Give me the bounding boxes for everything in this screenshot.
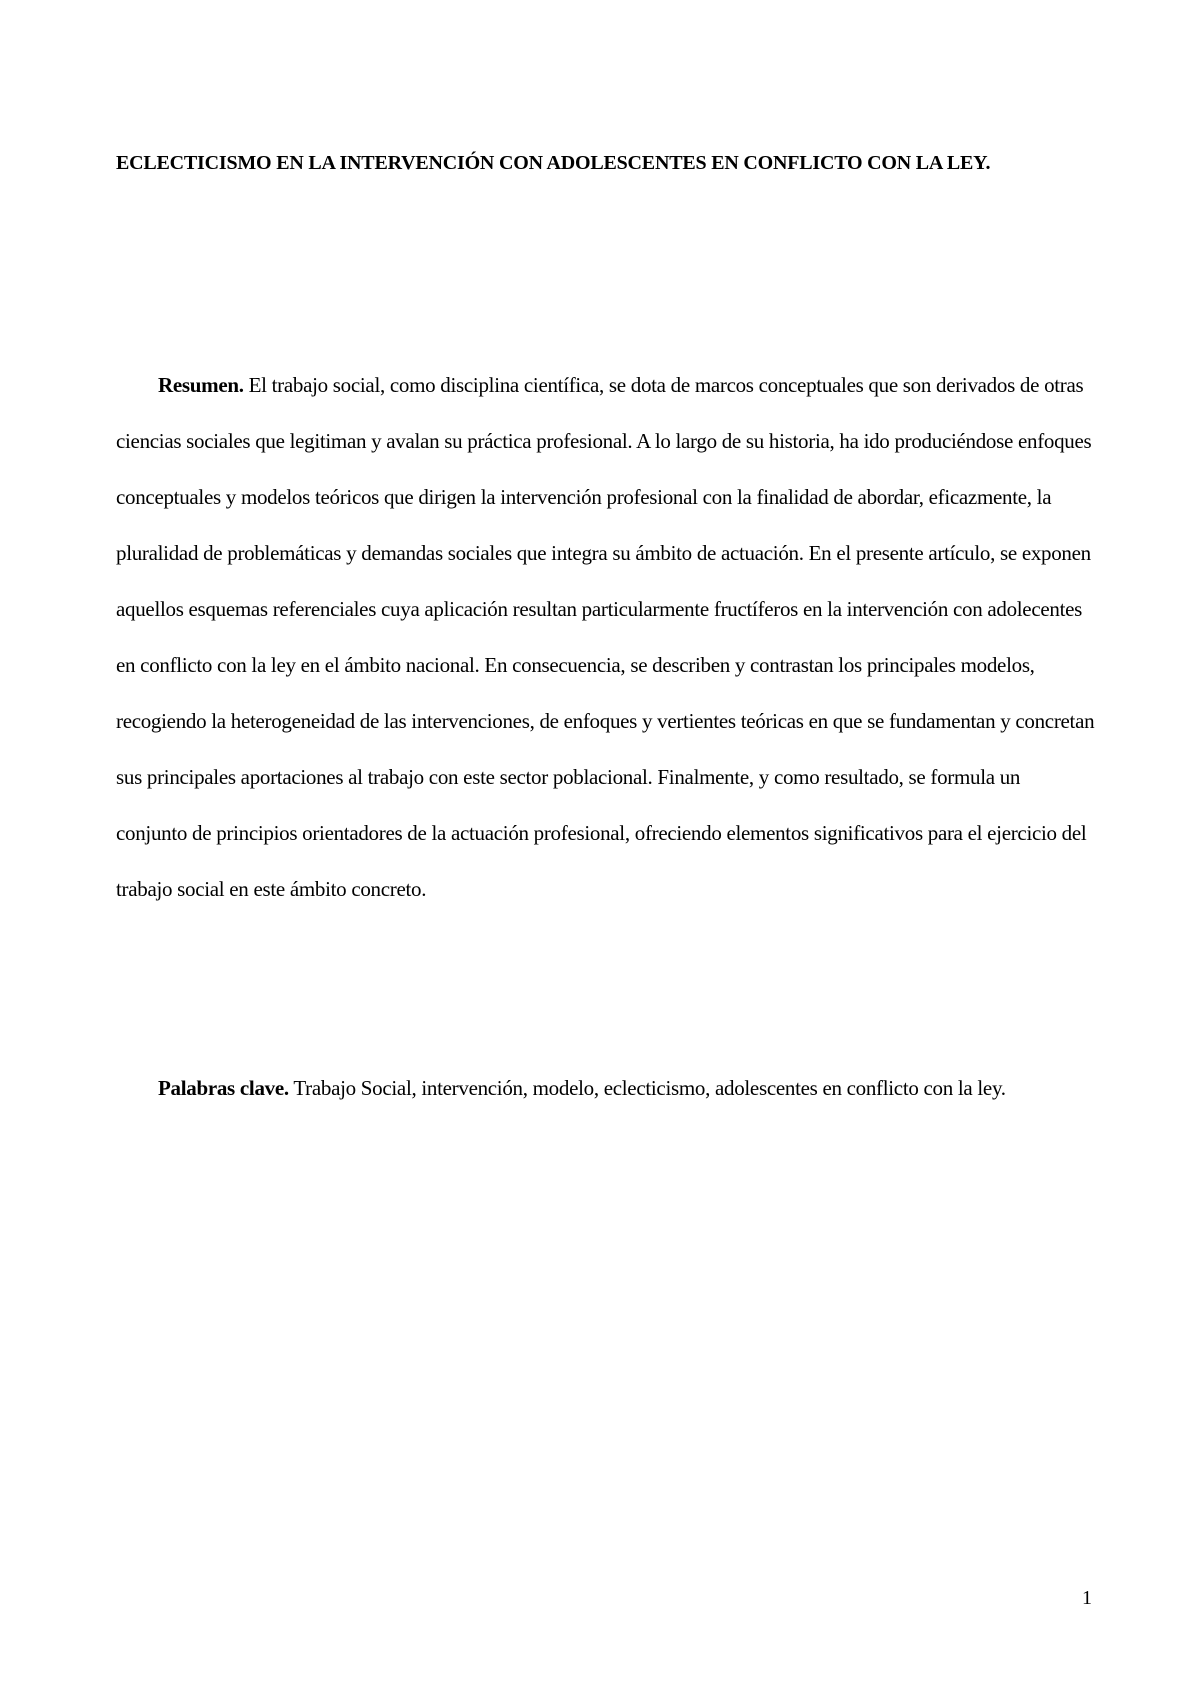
document-title: ECLECTICISMO EN LA INTERVENCIÓN CON ADOLESCENTES EN CONFLICTO CON LA LEY. [116, 152, 991, 174]
keywords-label: Palabras clave. [158, 1076, 289, 1100]
abstract-label: Resumen. [158, 373, 244, 397]
keywords-paragraph [116, 1060, 1096, 1116]
keywords-text: Trabajo Social, intervención, modelo, eclecticismo, adolescentes en conflicto con la ley. [288, 1076, 1006, 1100]
page-number: 1 [1082, 1587, 1092, 1609]
abstract-paragraph [116, 357, 1096, 917]
abstract-text: El trabajo social, como disciplina científica, se dota de marcos conceptuales que son derivados de otras ciencias sociales que legitiman y avalan su práctica profesional. A lo largo de su historia, ha ido produciéndose enfoques conceptuales y modelos teóricos que dirigen la intervención profesional con la finalidad de abordar, eficazmente, la pluralidad de problemáticas y demandas sociales que integra su ámbito de actuación. En el presente artículo, se exponen aquellos esquemas referenciales cuya aplicación resultan particularmente fructíferos en la intervención con adolecentes en conflicto con la ley en el ámbito nacional. En consecuencia, se describen y contrastan los principales modelos, recogiendo la heterogeneidad de las intervenciones, de enfoques y vertientes teóricas en que se fundamentan y concretan sus principales aportaciones al trabajo con este sector poblacional. Finalmente, y como resultado, se formula un conjunto de principios orientadores de la actuación profesional, ofreciendo elementos significativos para el ejercicio del trabajo social en este ámbito concreto. [116, 373, 1095, 901]
